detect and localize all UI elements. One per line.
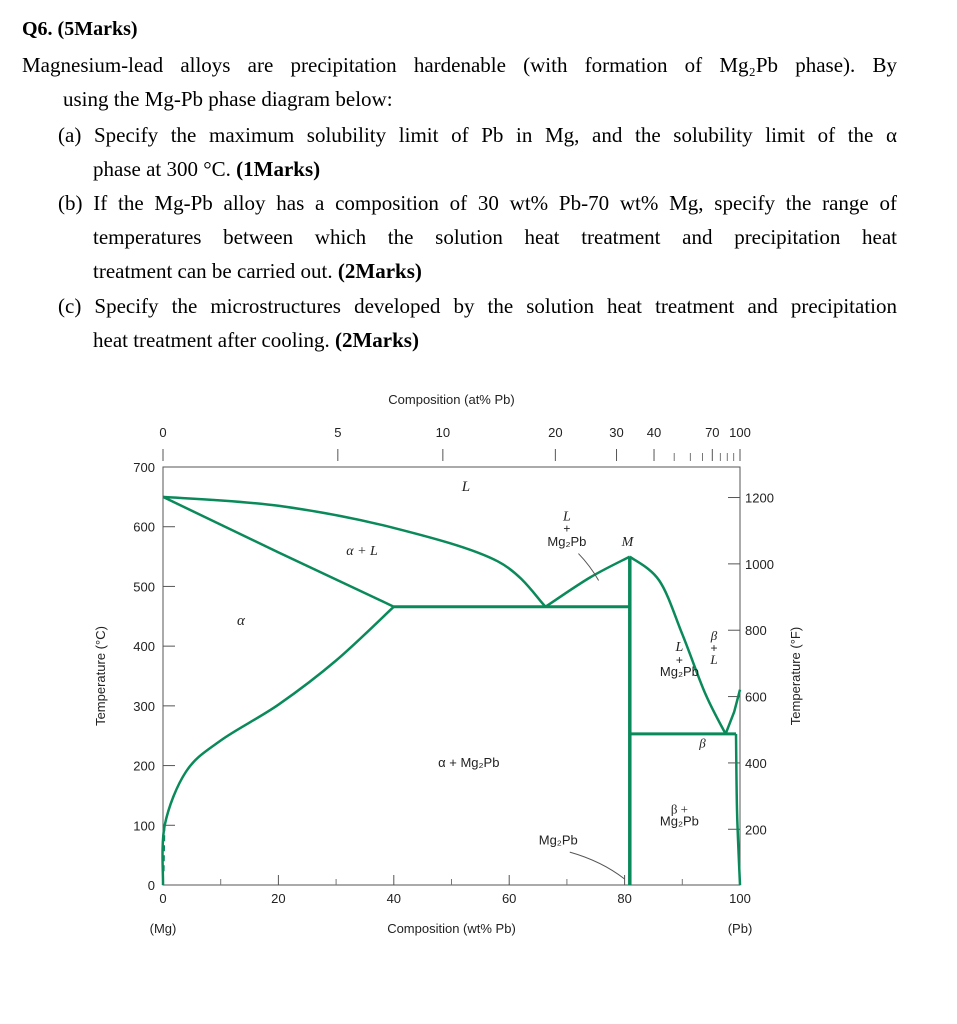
label-l-mg2pb-right-3: Mg₂Pb xyxy=(659,664,699,679)
part-c-line-1: (c) Specify the microstructures developed by the solution heat treatment and precipitation xyxy=(58,294,897,318)
top-tick-label: 0 xyxy=(159,425,167,440)
pb-end-label: (Pb) xyxy=(727,921,753,936)
part-b-line-2: temperatures between which the solution heat treatment and precipitation heat xyxy=(93,225,897,249)
right-tick-label: 400 xyxy=(745,755,767,771)
label-beta-l-1: β xyxy=(710,628,718,644)
top-tick-label: 5 xyxy=(334,425,342,440)
top-tick-label: 70 xyxy=(705,425,720,440)
top-tick-label: 20 xyxy=(548,425,563,440)
bottom-axis-title: Composition (wt% Pb) xyxy=(387,921,516,936)
intro-line-1: Magnesium-lead alloys are precipitation hardenable (with formation of Mg₂Pb phase). By xyxy=(22,53,897,77)
left-tick-label: 200 xyxy=(133,758,155,774)
right-axis-title: Temperature (°F) xyxy=(788,626,803,726)
label-alpha-plus-mg2pb: α + Mg₂Pb xyxy=(438,754,500,770)
label-l-mg2pb-2: + xyxy=(563,521,571,536)
label-liquid: L xyxy=(461,478,471,495)
pointer-arrow-mg2pb xyxy=(570,852,625,879)
label-eutectic-m: M xyxy=(621,534,634,550)
right-tick-label: 1200 xyxy=(745,490,774,506)
right-tick-label: 800 xyxy=(745,623,767,639)
label-mg2pb: Mg₂Pb xyxy=(538,832,578,848)
top-tick-label: 100 xyxy=(729,425,751,440)
label-l-mg2pb-right-2: + xyxy=(675,653,683,668)
left-tick-label: 400 xyxy=(133,639,155,655)
left-axis-title: Temperature (°C) xyxy=(93,626,108,726)
left-tick-label: 600 xyxy=(133,519,155,535)
top-tick-label: 30 xyxy=(609,425,624,440)
bottom-tick-label: 0 xyxy=(159,891,167,906)
plot-frame xyxy=(163,467,740,885)
part-b-line-1: (b) If the Mg-Pb alloy has a composition of 30 wt% Pb-70 wt% Mg, specify the range of xyxy=(58,191,897,215)
label-beta-l-3: L xyxy=(710,652,718,668)
label-beta: β xyxy=(699,735,706,751)
bottom-tick-label: 20 xyxy=(271,891,286,906)
label-l-mg2pb-right-1: L xyxy=(675,639,684,655)
part-a-line-2: phase at 300 °C. (1Marks) xyxy=(93,157,321,181)
alpha-solvus-line xyxy=(163,607,394,885)
left-tick-label: 700 xyxy=(133,460,155,475)
right-tick-label: 600 xyxy=(745,689,767,705)
part-a-line-1: (a) Specify the maximum solubility limit of Pb in Mg, and the solubility limit of the α xyxy=(58,123,897,147)
label-beta-mg2pb-1: β + xyxy=(670,801,689,817)
label-beta-mg2pb-2: Mg₂Pb xyxy=(659,813,699,829)
label-beta-l-2: + xyxy=(710,641,718,656)
part-b-line-3: treatment can be carried out. (2Marks) xyxy=(93,259,422,283)
intro-line-2: using the Mg-Pb phase diagram below: xyxy=(63,87,393,111)
right-tick-label: 200 xyxy=(745,822,767,838)
top-tick-label: 10 xyxy=(435,425,451,440)
bottom-tick-label: 60 xyxy=(501,891,517,906)
left-tick-label: 100 xyxy=(133,818,155,834)
label-l-mg2pb-1: L xyxy=(563,509,571,525)
top-axis-title: Composition (at% Pb) xyxy=(388,392,515,407)
label-alpha: α xyxy=(236,613,245,630)
beta-solvus-line xyxy=(736,734,740,885)
part-c-line-2: heat treatment after cooling. (2Marks) xyxy=(93,328,419,352)
label-l-mg2pb-3: Mg₂Pb xyxy=(547,533,587,549)
part-a-marks: (1Marks) xyxy=(236,157,321,181)
label-alpha-plus-l: α + L xyxy=(346,543,378,559)
pointer-arrow-m xyxy=(578,554,598,581)
question-title: Q6. (5Marks) xyxy=(22,18,138,40)
right-tick-label: 1000 xyxy=(745,556,774,572)
bottom-tick-label: 40 xyxy=(386,891,402,906)
left-tick-label: 300 xyxy=(133,698,155,714)
left-tick-label: 500 xyxy=(133,579,155,595)
bottom-tick-label: 100 xyxy=(729,891,751,906)
left-tick-label: 0 xyxy=(147,878,155,893)
part-c-marks: (2Marks) xyxy=(334,328,419,352)
part-b-marks: (2Marks) xyxy=(337,259,422,283)
mg-end-label: (Mg) xyxy=(149,921,177,936)
bottom-tick-label: 80 xyxy=(617,891,632,906)
top-tick-label: 40 xyxy=(646,425,662,440)
